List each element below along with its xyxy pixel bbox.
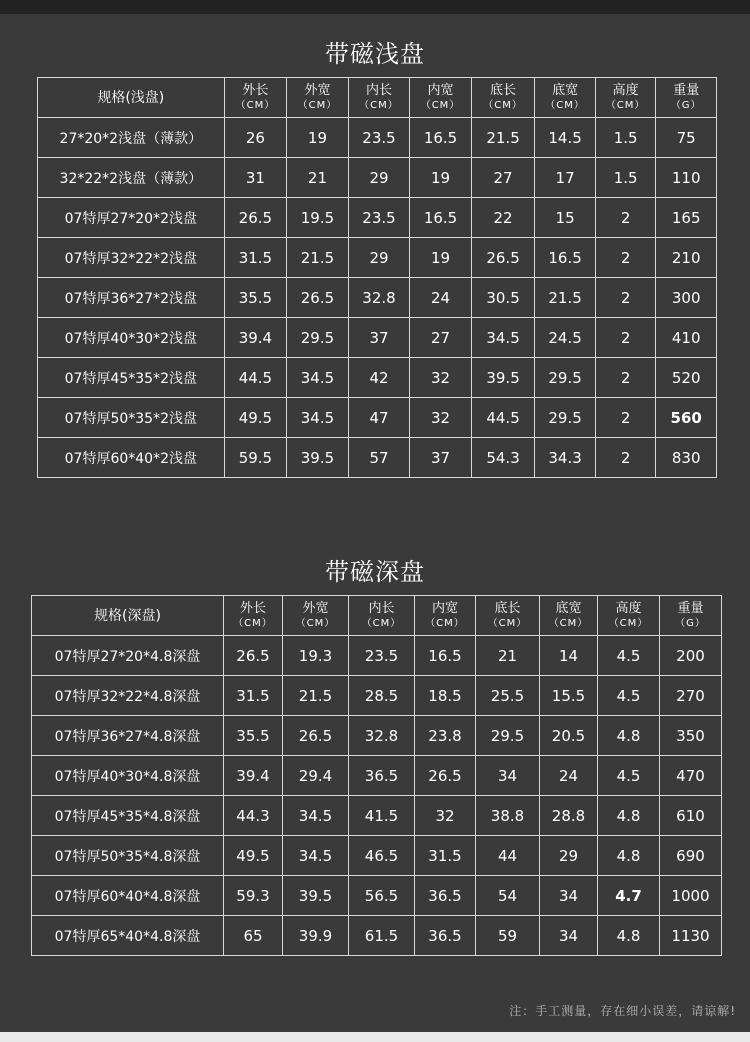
table-row — [32, 636, 722, 676]
header-label: 底长 — [490, 82, 517, 98]
header-unit: （CM） — [361, 617, 402, 629]
header-unit: （CM） — [483, 99, 523, 111]
value-cell: 1.5 — [595, 158, 656, 198]
value-cell: 21.5 — [287, 238, 349, 278]
header-unit: （CM） — [487, 617, 528, 629]
value-cell: 19 — [287, 118, 349, 158]
spec-name-cell: 07特厚36*27*2浅盘 — [38, 278, 225, 318]
value-cell: 34.5 — [287, 358, 349, 398]
value-cell: 32 — [410, 398, 472, 438]
value-cell: 29 — [348, 238, 410, 278]
height-header — [595, 78, 656, 118]
value-cell: 350 — [660, 716, 722, 756]
value-cell: 31 — [224, 158, 287, 198]
value-cell: 57 — [348, 438, 410, 478]
header-unit: （CM） — [608, 617, 649, 629]
value-cell: 4.5 — [598, 636, 660, 676]
value-cell: 19.3 — [283, 636, 349, 676]
table-row — [38, 118, 717, 158]
header-label: 内长 — [368, 600, 395, 616]
value-cell: 25.5 — [476, 676, 540, 716]
header-unit: （CM） — [297, 99, 338, 111]
value-cell: 41.5 — [349, 796, 415, 836]
header-unit: （CM） — [233, 617, 273, 629]
value-cell: 29.5 — [535, 398, 596, 438]
value-cell: 20.5 — [540, 716, 598, 756]
table-row — [32, 916, 722, 956]
spec-name-cell: 07特厚32*22*2浅盘 — [38, 238, 225, 278]
value-cell: 75 — [656, 118, 717, 158]
value-cell: 49.5 — [224, 398, 287, 438]
value-cell: 26 — [224, 118, 287, 158]
header-label: 内宽 — [427, 82, 454, 98]
value-cell: 14 — [540, 636, 598, 676]
spec-name-cell: 27*20*2浅盘（薄款） — [38, 118, 225, 158]
value-cell: 21 — [287, 158, 349, 198]
value-cell: 26.5 — [224, 198, 287, 238]
spec-name-cell: 07特厚65*40*4.8深盘 — [32, 916, 224, 956]
spec-name-cell: 07特厚32*22*4.8深盘 — [32, 676, 224, 716]
value-cell: 29.5 — [476, 716, 540, 756]
value-cell: 165 — [656, 198, 717, 238]
value-cell: 28.5 — [349, 676, 415, 716]
top-strip — [0, 0, 750, 14]
spec-name-cell: 07特厚27*20*2浅盘 — [38, 198, 225, 238]
header-label: 高度 — [612, 82, 639, 98]
value-cell: 31.5 — [415, 836, 476, 876]
value-cell: 34.5 — [283, 796, 349, 836]
value-cell: 35.5 — [224, 716, 283, 756]
value-cell: 26.5 — [415, 756, 476, 796]
value-cell: 44 — [476, 836, 540, 876]
outer-width-header — [283, 596, 349, 636]
value-cell: 59 — [476, 916, 540, 956]
table-row — [38, 158, 717, 198]
value-cell: 59.5 — [224, 438, 287, 478]
spec-name-cell: 07特厚36*27*4.8深盘 — [32, 716, 224, 756]
table-row — [38, 438, 717, 478]
table-row — [32, 676, 722, 716]
value-cell: 46.5 — [349, 836, 415, 876]
weight-header — [656, 78, 717, 118]
value-cell: 29 — [348, 158, 410, 198]
value-cell: 39.5 — [287, 438, 349, 478]
table-row — [38, 358, 717, 398]
outer-length-header — [224, 78, 287, 118]
value-cell: 34 — [476, 756, 540, 796]
header-unit: （G） — [675, 617, 706, 629]
value-cell: 29.4 — [283, 756, 349, 796]
header-unit: （G） — [670, 99, 702, 111]
deep-header-row — [32, 596, 722, 636]
inner-length-header — [349, 596, 415, 636]
header-unit: （CM） — [548, 617, 589, 629]
bottom-strip — [0, 1032, 750, 1042]
bottom-length-header — [471, 78, 535, 118]
bottom-width-header — [535, 78, 596, 118]
deep-tray-spec-table — [31, 595, 722, 956]
value-cell: 270 — [660, 676, 722, 716]
value-cell: 21.5 — [535, 278, 596, 318]
shallow-tray-spec-table — [37, 77, 717, 478]
table-row — [38, 198, 717, 238]
value-cell: 18.5 — [415, 676, 476, 716]
header-unit: （CM） — [359, 99, 399, 111]
value-cell: 34.5 — [287, 398, 349, 438]
value-cell: 2 — [595, 318, 656, 358]
header-unit: （CM） — [425, 617, 465, 629]
header-label: 底长 — [494, 600, 521, 616]
spec-name-cell: 07特厚40*30*2浅盘 — [38, 318, 225, 358]
value-cell: 35.5 — [224, 278, 287, 318]
value-cell: 44.3 — [224, 796, 283, 836]
value-cell: 39.5 — [283, 876, 349, 916]
value-cell: 44.5 — [471, 398, 535, 438]
value-cell: 54 — [476, 876, 540, 916]
value-cell: 19 — [410, 238, 472, 278]
header-label: 外宽 — [302, 600, 329, 616]
value-cell: 16.5 — [410, 198, 472, 238]
weight-header — [660, 596, 722, 636]
measurement-note: 注：手工测量，存在细小误差，请谅解! — [509, 1004, 736, 1018]
value-cell: 410 — [656, 318, 717, 358]
value-cell: 29 — [540, 836, 598, 876]
value-cell: 1.5 — [595, 118, 656, 158]
value-cell: 17 — [535, 158, 596, 198]
value-cell: 24 — [540, 756, 598, 796]
value-cell: 29.5 — [535, 358, 596, 398]
value-cell: 61.5 — [349, 916, 415, 956]
value-cell: 15.5 — [540, 676, 598, 716]
table-row — [32, 796, 722, 836]
spec-name-cell: 07特厚45*35*2浅盘 — [38, 358, 225, 398]
value-cell: 2 — [595, 438, 656, 478]
value-cell: 560 — [656, 398, 717, 438]
value-cell: 31.5 — [224, 238, 287, 278]
value-cell: 210 — [656, 238, 717, 278]
table-row — [38, 398, 717, 438]
value-cell: 65 — [224, 916, 283, 956]
value-cell: 37 — [410, 438, 472, 478]
value-cell: 4.8 — [598, 836, 660, 876]
value-cell: 47 — [348, 398, 410, 438]
value-cell: 14.5 — [535, 118, 596, 158]
header-label: 内宽 — [431, 600, 458, 616]
header-label: 外宽 — [304, 82, 331, 98]
deep-tray-title: 带磁深盘 — [325, 558, 425, 586]
spec-name-cell: 07特厚50*35*4.8深盘 — [32, 836, 224, 876]
value-cell: 30.5 — [471, 278, 535, 318]
table-row — [38, 238, 717, 278]
table-row — [32, 876, 722, 916]
value-cell: 34 — [540, 916, 598, 956]
value-cell: 2 — [595, 358, 656, 398]
value-cell: 1130 — [660, 916, 722, 956]
value-cell: 27 — [410, 318, 472, 358]
table-row — [32, 716, 722, 756]
inner-width-header — [415, 596, 476, 636]
value-cell: 4.8 — [598, 716, 660, 756]
value-cell: 21.5 — [471, 118, 535, 158]
value-cell: 49.5 — [224, 836, 283, 876]
value-cell: 23.5 — [349, 636, 415, 676]
header-unit: （CM） — [545, 99, 585, 111]
value-cell: 36.5 — [415, 876, 476, 916]
value-cell: 32 — [415, 796, 476, 836]
header-unit: （CM） — [235, 99, 276, 111]
value-cell: 24 — [410, 278, 472, 318]
outer-width-header — [287, 78, 349, 118]
value-cell: 32.8 — [348, 278, 410, 318]
value-cell: 520 — [656, 358, 717, 398]
value-cell: 16.5 — [535, 238, 596, 278]
value-cell: 19.5 — [287, 198, 349, 238]
value-cell: 32.8 — [349, 716, 415, 756]
spec-column-header: 规格(深盘) — [32, 596, 224, 636]
bottom-length-header — [476, 596, 540, 636]
value-cell: 21 — [476, 636, 540, 676]
spec-name-cell: 07特厚27*20*4.8深盘 — [32, 636, 224, 676]
header-label: 底宽 — [552, 82, 579, 98]
value-cell: 2 — [595, 398, 656, 438]
value-cell: 300 — [656, 278, 717, 318]
value-cell: 54.3 — [471, 438, 535, 478]
value-cell: 39.4 — [224, 318, 287, 358]
value-cell: 26.5 — [224, 636, 283, 676]
value-cell: 830 — [656, 438, 717, 478]
value-cell: 39.5 — [471, 358, 535, 398]
bottom-width-header — [540, 596, 598, 636]
shallow-header-row — [38, 78, 717, 118]
spec-name-cell: 07特厚40*30*4.8深盘 — [32, 756, 224, 796]
value-cell: 29.5 — [287, 318, 349, 358]
value-cell: 56.5 — [349, 876, 415, 916]
value-cell: 34.3 — [535, 438, 596, 478]
value-cell: 34.5 — [471, 318, 535, 358]
value-cell: 110 — [656, 158, 717, 198]
value-cell: 26.5 — [287, 278, 349, 318]
value-cell: 200 — [660, 636, 722, 676]
value-cell: 4.8 — [598, 796, 660, 836]
value-cell: 23.8 — [415, 716, 476, 756]
value-cell: 610 — [660, 796, 722, 836]
value-cell: 21.5 — [283, 676, 349, 716]
header-unit: （CM） — [420, 99, 461, 111]
value-cell: 16.5 — [415, 636, 476, 676]
spec-name-cell: 07特厚60*40*2浅盘 — [38, 438, 225, 478]
value-cell: 22 — [471, 198, 535, 238]
table-row — [32, 836, 722, 876]
value-cell: 32 — [410, 358, 472, 398]
value-cell: 2 — [595, 198, 656, 238]
value-cell: 31.5 — [224, 676, 283, 716]
value-cell: 4.5 — [598, 676, 660, 716]
spec-name-cell: 07特厚60*40*4.8深盘 — [32, 876, 224, 916]
value-cell: 26.5 — [283, 716, 349, 756]
value-cell: 59.3 — [224, 876, 283, 916]
value-cell: 42 — [348, 358, 410, 398]
value-cell: 4.7 — [598, 876, 660, 916]
value-cell: 2 — [595, 278, 656, 318]
value-cell: 690 — [660, 836, 722, 876]
header-label: 重量 — [677, 600, 704, 616]
value-cell: 37 — [348, 318, 410, 358]
inner-length-header — [348, 78, 410, 118]
inner-width-header — [410, 78, 472, 118]
outer-length-header — [224, 596, 283, 636]
spec-name-cell: 07特厚45*35*4.8深盘 — [32, 796, 224, 836]
value-cell: 36.5 — [349, 756, 415, 796]
value-cell: 38.8 — [476, 796, 540, 836]
value-cell: 19 — [410, 158, 472, 198]
value-cell: 24.5 — [535, 318, 596, 358]
header-unit: （CM） — [295, 617, 336, 629]
spec-column-header: 规格(浅盘) — [38, 78, 225, 118]
table-row — [38, 278, 717, 318]
value-cell: 36.5 — [415, 916, 476, 956]
shallow-tray-title: 带磁浅盘 — [325, 40, 425, 68]
spec-name-cell: 32*22*2浅盘（薄款） — [38, 158, 225, 198]
value-cell: 34.5 — [283, 836, 349, 876]
header-label: 底宽 — [555, 600, 582, 616]
value-cell: 4.5 — [598, 756, 660, 796]
height-header — [598, 596, 660, 636]
header-label: 高度 — [615, 600, 642, 616]
value-cell: 4.8 — [598, 916, 660, 956]
header-label: 内长 — [365, 82, 392, 98]
table-row — [38, 318, 717, 358]
value-cell: 39.4 — [224, 756, 283, 796]
value-cell: 15 — [535, 198, 596, 238]
value-cell: 2 — [595, 238, 656, 278]
value-cell: 34 — [540, 876, 598, 916]
value-cell: 16.5 — [410, 118, 472, 158]
value-cell: 23.5 — [348, 198, 410, 238]
spec-name-cell: 07特厚50*35*2浅盘 — [38, 398, 225, 438]
value-cell: 28.8 — [540, 796, 598, 836]
table-row — [32, 756, 722, 796]
header-label: 重量 — [673, 82, 700, 98]
header-unit: （CM） — [605, 99, 646, 111]
value-cell: 23.5 — [348, 118, 410, 158]
header-label: 外长 — [239, 600, 266, 616]
value-cell: 26.5 — [471, 238, 535, 278]
value-cell: 44.5 — [224, 358, 287, 398]
value-cell: 27 — [471, 158, 535, 198]
value-cell: 470 — [660, 756, 722, 796]
value-cell: 1000 — [660, 876, 722, 916]
value-cell: 39.9 — [283, 916, 349, 956]
header-label: 外长 — [242, 82, 269, 98]
